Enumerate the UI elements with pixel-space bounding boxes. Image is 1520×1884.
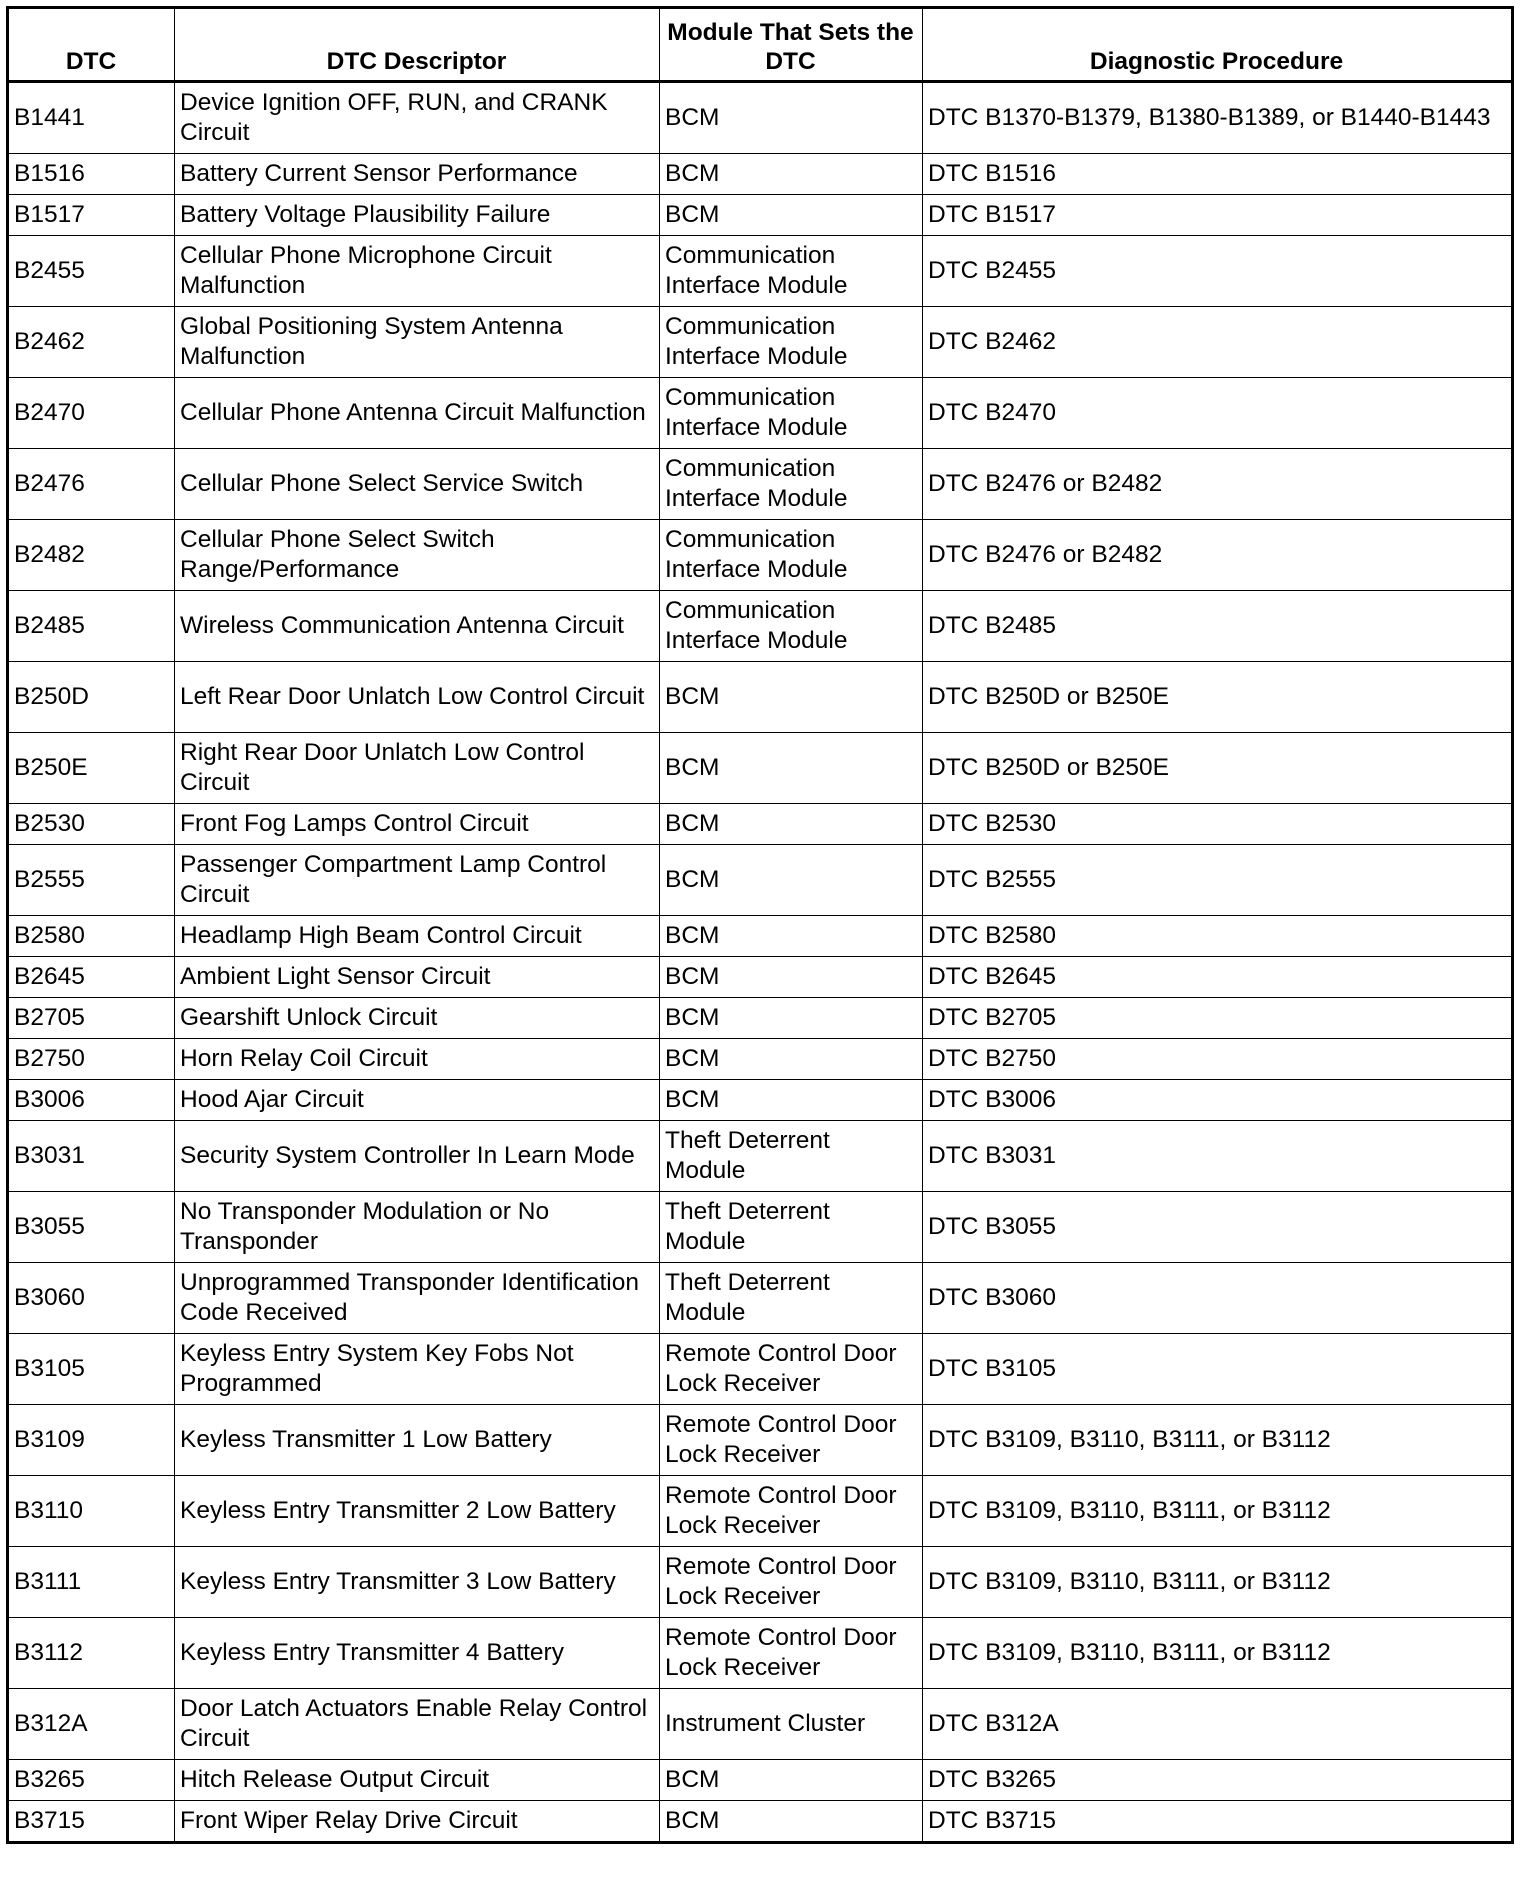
table-row [8,733,1513,804]
cell-module: BCM [660,1801,923,1843]
cell-module: Theft Deterrent Module [660,1121,923,1192]
cell-dtc: B312A [8,1689,175,1760]
table-row [8,449,1513,520]
cell-module: BCM [660,804,923,845]
cell-procedure: DTC B2750 [923,1039,1513,1080]
cell-module: BCM [660,1080,923,1121]
cell-module: BCM [660,1760,923,1801]
cell-dtc: B3715 [8,1801,175,1843]
cell-dtc: B3105 [8,1334,175,1405]
cell-dtc: B2750 [8,1039,175,1080]
cell-procedure: DTC B2455 [923,236,1513,307]
cell-descriptor: Front Fog Lamps Control Circuit [175,804,660,845]
cell-procedure: DTC B3715 [923,1801,1513,1843]
cell-module: Communication Interface Module [660,307,923,378]
cell-descriptor: Front Wiper Relay Drive Circuit [175,1801,660,1843]
cell-dtc: B3031 [8,1121,175,1192]
cell-descriptor: Gearshift Unlock Circuit [175,998,660,1039]
cell-descriptor: Battery Current Sensor Performance [175,154,660,195]
cell-descriptor: Right Rear Door Unlatch Low Control Circuit [175,733,660,804]
cell-procedure: DTC B1517 [923,195,1513,236]
cell-dtc: B250D [8,662,175,733]
cell-procedure: DTC B2462 [923,307,1513,378]
cell-descriptor: Passenger Compartment Lamp Control Circuit [175,845,660,916]
cell-module: Communication Interface Module [660,520,923,591]
table-row [8,662,1513,733]
cell-dtc: B3265 [8,1760,175,1801]
cell-procedure: DTC B3109, B3110, B3111, or B3112 [923,1547,1513,1618]
table-row [8,378,1513,449]
cell-procedure: DTC B3109, B3110, B3111, or B3112 [923,1476,1513,1547]
cell-procedure: DTC B1370-B1379, B1380-B1389, or B1440-B1443 [923,82,1513,154]
cell-module: BCM [660,916,923,957]
cell-procedure: DTC B3006 [923,1080,1513,1121]
cell-descriptor: Global Positioning System Antenna Malfunction [175,307,660,378]
cell-descriptor: Ambient Light Sensor Circuit [175,957,660,998]
cell-procedure: DTC B2555 [923,845,1513,916]
cell-module: Remote Control Door Lock Receiver [660,1334,923,1405]
cell-procedure: DTC B3265 [923,1760,1513,1801]
cell-dtc: B2476 [8,449,175,520]
cell-descriptor: Keyless Entry Transmitter 4 Battery [175,1618,660,1689]
cell-procedure: DTC B2476 or B2482 [923,520,1513,591]
table-row [8,916,1513,957]
cell-descriptor: Cellular Phone Antenna Circuit Malfunction [175,378,660,449]
cell-dtc: B2530 [8,804,175,845]
cell-module: Communication Interface Module [660,449,923,520]
cell-procedure: DTC B250D or B250E [923,733,1513,804]
cell-dtc: B2485 [8,591,175,662]
cell-module: Remote Control Door Lock Receiver [660,1476,923,1547]
cell-descriptor: Battery Voltage Plausibility Failure [175,195,660,236]
cell-procedure: DTC B3109, B3110, B3111, or B3112 [923,1405,1513,1476]
cell-dtc: B2470 [8,378,175,449]
cell-module: BCM [660,662,923,733]
cell-descriptor: Left Rear Door Unlatch Low Control Circuit [175,662,660,733]
cell-module: BCM [660,957,923,998]
cell-module: BCM [660,82,923,154]
table-row [8,154,1513,195]
cell-dtc: B3110 [8,1476,175,1547]
table-row [8,845,1513,916]
cell-module: BCM [660,845,923,916]
cell-dtc: B3006 [8,1080,175,1121]
header-module: Module That Sets the DTC [660,8,923,82]
cell-descriptor: Device Ignition OFF, RUN, and CRANK Circuit [175,82,660,154]
table-row [8,1121,1513,1192]
cell-descriptor: Horn Relay Coil Circuit [175,1039,660,1080]
cell-dtc: B2482 [8,520,175,591]
cell-procedure: DTC B2530 [923,804,1513,845]
table-row [8,307,1513,378]
cell-descriptor: Security System Controller In Learn Mode [175,1121,660,1192]
cell-module: Remote Control Door Lock Receiver [660,1405,923,1476]
cell-descriptor: Unprogrammed Transponder Identification Code Received [175,1263,660,1334]
cell-dtc: B1516 [8,154,175,195]
cell-dtc: B2455 [8,236,175,307]
table-body [8,82,1513,1843]
table-row [8,195,1513,236]
cell-module: Communication Interface Module [660,378,923,449]
cell-procedure: DTC B1516 [923,154,1513,195]
table-row [8,1689,1513,1760]
cell-module: Instrument Cluster [660,1689,923,1760]
cell-procedure: DTC B2470 [923,378,1513,449]
cell-module: BCM [660,195,923,236]
cell-dtc: B2555 [8,845,175,916]
cell-descriptor: Cellular Phone Select Service Switch [175,449,660,520]
cell-dtc: B250E [8,733,175,804]
table-row [8,236,1513,307]
cell-descriptor: Keyless Transmitter 1 Low Battery [175,1405,660,1476]
table-row [8,957,1513,998]
table-row [8,1476,1513,1547]
cell-procedure: DTC B3105 [923,1334,1513,1405]
cell-module: BCM [660,998,923,1039]
table-row [8,1547,1513,1618]
cell-descriptor: Door Latch Actuators Enable Relay Control Circuit [175,1689,660,1760]
cell-procedure: DTC B3060 [923,1263,1513,1334]
cell-dtc: B2580 [8,916,175,957]
dtc-table-container [6,6,1514,1844]
cell-descriptor: Cellular Phone Microphone Circuit Malfunction [175,236,660,307]
cell-descriptor: Keyless Entry System Key Fobs Not Programmed [175,1334,660,1405]
cell-procedure: DTC B2705 [923,998,1513,1039]
cell-dtc: B3112 [8,1618,175,1689]
cell-descriptor: Headlamp High Beam Control Circuit [175,916,660,957]
cell-module: Theft Deterrent Module [660,1263,923,1334]
table-row [8,1405,1513,1476]
cell-descriptor: Hood Ajar Circuit [175,1080,660,1121]
table-row [8,520,1513,591]
table-row [8,998,1513,1039]
cell-module: Communication Interface Module [660,591,923,662]
cell-descriptor: Wireless Communication Antenna Circuit [175,591,660,662]
cell-dtc: B2705 [8,998,175,1039]
table-row [8,1760,1513,1801]
cell-dtc: B3060 [8,1263,175,1334]
cell-dtc: B3111 [8,1547,175,1618]
cell-descriptor: No Transponder Modulation or No Transponder [175,1192,660,1263]
cell-dtc: B3055 [8,1192,175,1263]
cell-dtc: B2645 [8,957,175,998]
cell-module: Communication Interface Module [660,236,923,307]
table-row [8,1080,1513,1121]
table-row [8,1192,1513,1263]
cell-procedure: DTC B2580 [923,916,1513,957]
cell-procedure: DTC B2476 or B2482 [923,449,1513,520]
cell-dtc: B1517 [8,195,175,236]
cell-descriptor: Hitch Release Output Circuit [175,1760,660,1801]
cell-procedure: DTC B3055 [923,1192,1513,1263]
cell-procedure: DTC B2645 [923,957,1513,998]
cell-module: Remote Control Door Lock Receiver [660,1618,923,1689]
cell-module: Remote Control Door Lock Receiver [660,1547,923,1618]
cell-module: Theft Deterrent Module [660,1192,923,1263]
header-dtc-descriptor: DTC Descriptor [175,8,660,82]
cell-dtc: B1441 [8,82,175,154]
cell-module: BCM [660,1039,923,1080]
cell-procedure: DTC B3109, B3110, B3111, or B3112 [923,1618,1513,1689]
header-dtc: DTC [8,8,175,82]
table-row [8,82,1513,154]
table-row [8,1801,1513,1843]
table-row [8,804,1513,845]
dtc-table [6,6,1514,1844]
cell-descriptor: Keyless Entry Transmitter 2 Low Battery [175,1476,660,1547]
table-header-row [8,8,1513,82]
table-row [8,591,1513,662]
cell-dtc: B3109 [8,1405,175,1476]
cell-procedure: DTC B2485 [923,591,1513,662]
cell-module: BCM [660,154,923,195]
cell-descriptor: Keyless Entry Transmitter 3 Low Battery [175,1547,660,1618]
cell-dtc: B2462 [8,307,175,378]
table-row [8,1618,1513,1689]
cell-descriptor: Cellular Phone Select Switch Range/Performance [175,520,660,591]
table-row [8,1263,1513,1334]
cell-procedure: DTC B250D or B250E [923,662,1513,733]
cell-procedure: DTC B312A [923,1689,1513,1760]
table-row [8,1334,1513,1405]
header-diagnostic-procedure: Diagnostic Procedure [923,8,1513,82]
cell-procedure: DTC B3031 [923,1121,1513,1192]
table-row [8,1039,1513,1080]
cell-module: BCM [660,733,923,804]
